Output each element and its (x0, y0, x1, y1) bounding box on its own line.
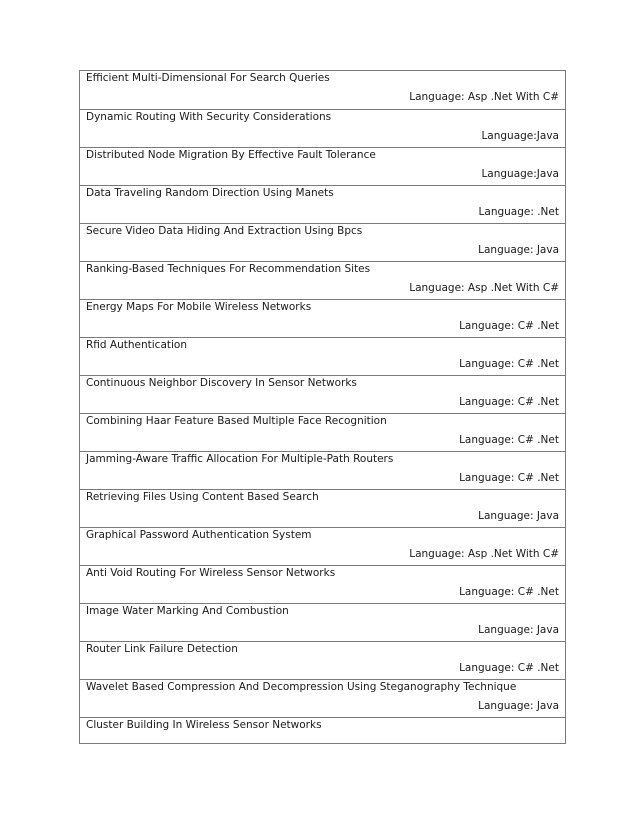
project-language: Language: C# .Net (459, 358, 559, 370)
project-title: Data Traveling Random Direction Using Manets (86, 187, 334, 199)
project-title: Ranking-Based Techniques For Recommendation Sites (86, 263, 371, 275)
project-language: Language:Java (481, 168, 559, 180)
table-row (80, 375, 565, 413)
project-language: Language: C# .Net (459, 472, 559, 484)
project-language: Language: Java (478, 510, 559, 522)
table-row (80, 261, 565, 299)
table-row (80, 603, 565, 641)
project-language: Language: C# .Net (459, 586, 559, 598)
project-title: Wavelet Based Compression And Decompression Using Steganography Technique (86, 681, 517, 693)
project-title: Jamming-Aware Traffic Allocation For Multiple-Path Routers (86, 453, 394, 465)
project-language: Language: Java (478, 244, 559, 256)
project-language: Language: C# .Net (459, 320, 559, 332)
table-row (80, 413, 565, 451)
project-language: Language: Asp .Net With C# (409, 282, 559, 294)
table-row (80, 451, 565, 489)
project-language: Language: Java (478, 700, 559, 712)
project-table (79, 70, 566, 744)
project-title: Combining Haar Feature Based Multiple Face Recognition (86, 415, 387, 427)
table-row (80, 71, 565, 109)
table-row (80, 527, 565, 565)
table-row (80, 147, 565, 185)
project-title: Dynamic Routing With Security Considerations (86, 111, 332, 123)
project-language: Language: C# .Net (459, 396, 559, 408)
project-title: Efficient Multi-Dimensional For Search Queries (86, 72, 330, 84)
table-row (80, 489, 565, 527)
project-title: Energy Maps For Mobile Wireless Networks (86, 301, 312, 313)
table-row (80, 679, 565, 717)
project-title: Continuous Neighbor Discovery In Sensor Networks (86, 377, 357, 389)
project-language: Language: Java (478, 624, 559, 636)
project-language: Language: .Net (478, 206, 559, 218)
table-row (80, 641, 565, 679)
table-row (80, 109, 565, 147)
project-title: Image Water Marking And Combustion (86, 605, 289, 617)
project-title: Distributed Node Migration By Effective Fault Tolerance (86, 149, 376, 161)
project-title: Anti Void Routing For Wireless Sensor Networks (86, 567, 336, 579)
project-language: Language: Asp .Net With C# (409, 548, 559, 560)
table-row (80, 185, 565, 223)
table-row (80, 717, 565, 743)
project-language: Language: C# .Net (459, 434, 559, 446)
project-title: Router Link Failure Detection (86, 643, 238, 655)
project-title: Cluster Building In Wireless Sensor Networks (86, 719, 322, 731)
project-title: Graphical Password Authentication System (86, 529, 312, 541)
table-row (80, 223, 565, 261)
project-title: Rfid Authentication (86, 339, 187, 351)
project-title: Secure Video Data Hiding And Extraction Using Bpcs (86, 225, 363, 237)
project-title: Retrieving Files Using Content Based Search (86, 491, 319, 503)
project-language: Language: Asp .Net With C# (409, 91, 559, 103)
table-row (80, 299, 565, 337)
project-language: Language:Java (481, 130, 559, 142)
project-language: Language: C# .Net (459, 662, 559, 674)
table-row (80, 337, 565, 375)
table-row (80, 565, 565, 603)
